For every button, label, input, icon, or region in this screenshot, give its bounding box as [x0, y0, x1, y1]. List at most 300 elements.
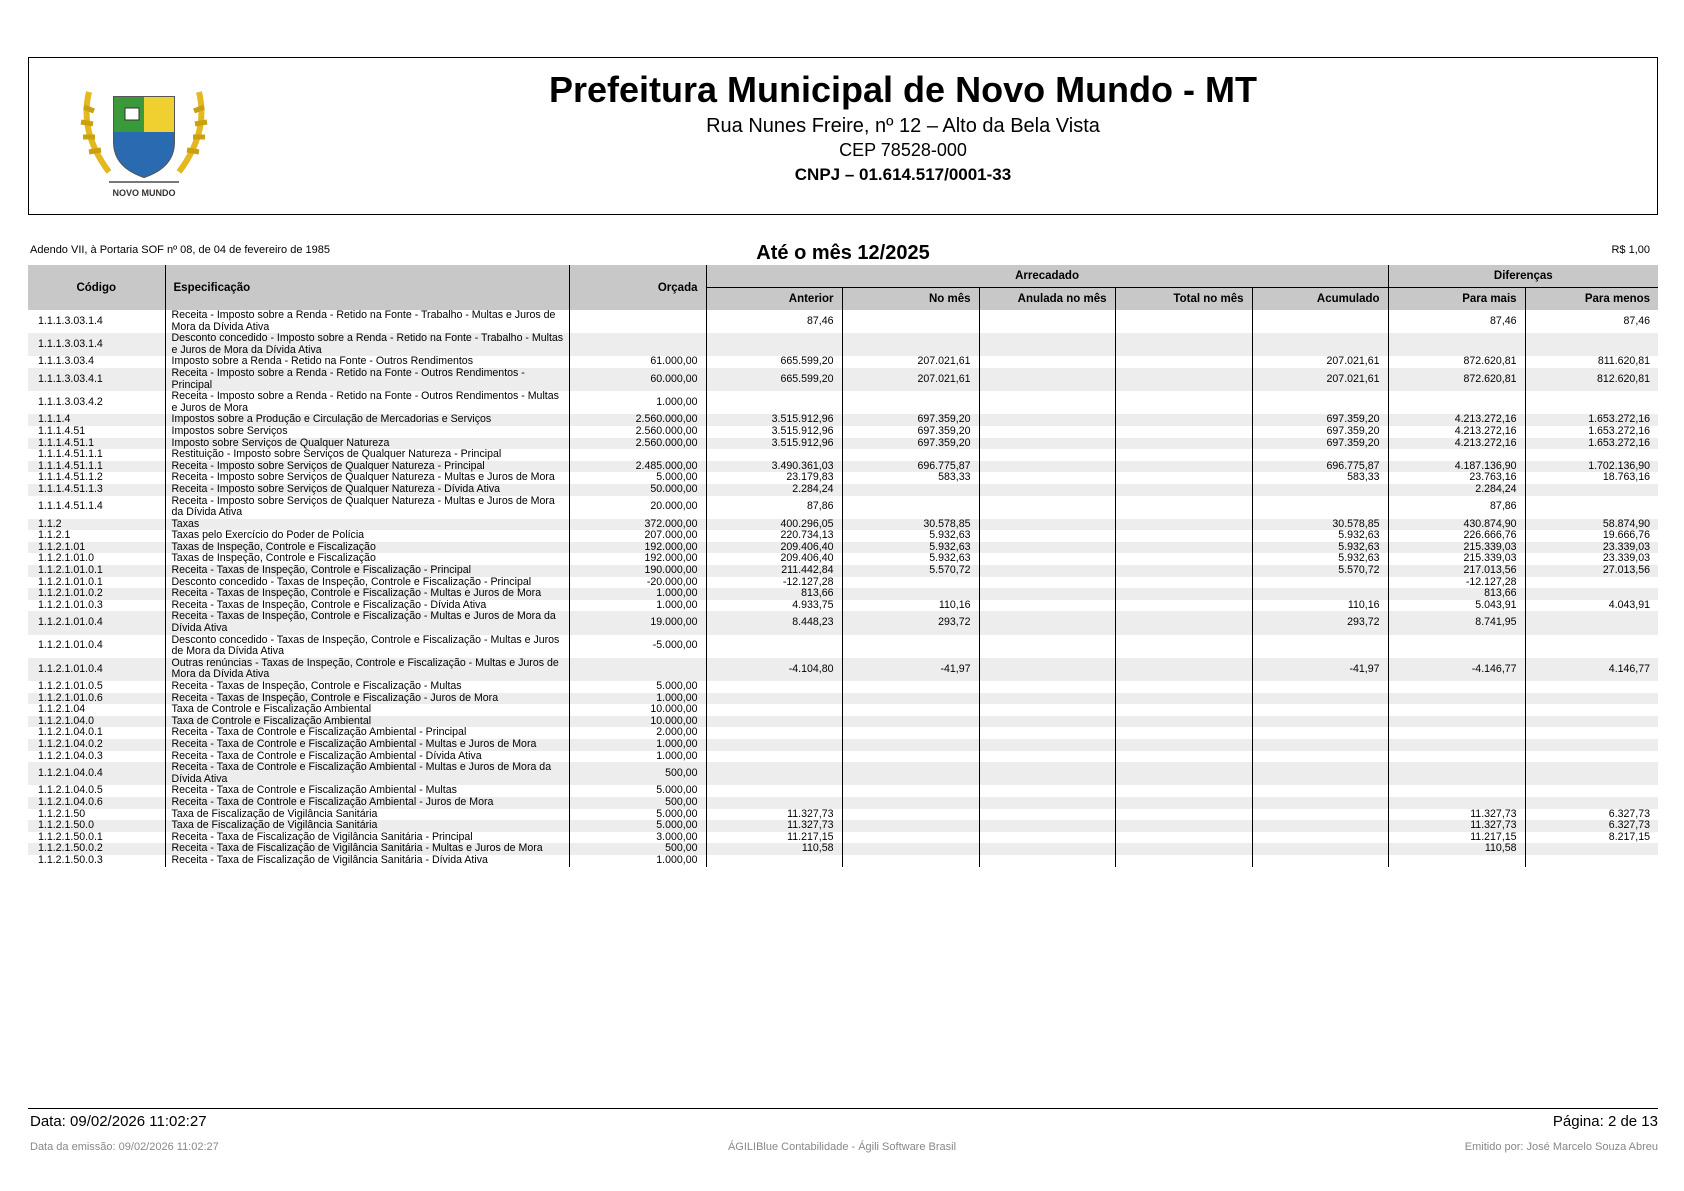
cell-total-mes [1115, 333, 1252, 356]
cell-anterior: 11.327,73 [706, 820, 842, 832]
cell-orcada: 50.000,00 [569, 484, 706, 496]
cell-anulada [979, 704, 1115, 716]
cell-para-menos [1525, 449, 1658, 461]
cell-para-mais: 4.187.136,90 [1388, 461, 1525, 473]
cell-orcada: -20.000,00 [569, 577, 706, 589]
revenue-table [28, 265, 1658, 867]
cell-total-mes [1115, 565, 1252, 577]
cell-anulada [979, 855, 1115, 867]
cell-codigo: 1.1.2.1.01.0.1 [28, 577, 165, 589]
cell-total-mes [1115, 716, 1252, 728]
cell-total-mes [1115, 542, 1252, 554]
header-especificacao: Especificação [165, 265, 569, 310]
cell-orcada: 61.000,00 [569, 356, 706, 368]
cell-para-mais: 872.620,81 [1388, 368, 1525, 391]
cell-anulada [979, 611, 1115, 634]
header-box [28, 57, 1658, 215]
cell-total-mes [1115, 356, 1252, 368]
cell-orcada: 20.000,00 [569, 496, 706, 519]
cell-anterior [706, 855, 842, 867]
cell-especificacao: Receita - Taxa de Fiscalização de Vigilância Sanitária - Principal [165, 832, 569, 844]
cell-no-mes [842, 577, 979, 589]
cell-anulada [979, 577, 1115, 589]
cell-total-mes [1115, 472, 1252, 484]
cell-especificacao: Taxas pelo Exercício do Poder de Polícia [165, 530, 569, 542]
cell-codigo: 1.1.1.3.03.1.4 [28, 310, 165, 333]
cell-especificacao: Taxas [165, 519, 569, 531]
cell-no-mes: -41,97 [842, 658, 979, 681]
cell-acumulado: 696.775,87 [1252, 461, 1388, 473]
cell-anulada [979, 438, 1115, 450]
cell-total-mes [1115, 832, 1252, 844]
cell-para-menos [1525, 716, 1658, 728]
cell-no-mes [842, 739, 979, 751]
cell-anulada [979, 797, 1115, 809]
cell-para-menos: 1.653.272,16 [1525, 438, 1658, 450]
report-meta [28, 240, 1658, 266]
cell-codigo: 1.1.1.4 [28, 414, 165, 426]
cell-para-mais: 4.213.272,16 [1388, 414, 1525, 426]
cell-orcada: 2.560.000,00 [569, 438, 706, 450]
cell-acumulado: 207.021,61 [1252, 356, 1388, 368]
cell-anulada [979, 530, 1115, 542]
cell-para-menos: 811.620,81 [1525, 356, 1658, 368]
cell-no-mes [842, 785, 979, 797]
cell-para-mais: 215.339,03 [1388, 553, 1525, 565]
table-row [28, 449, 1658, 461]
cell-codigo: 1.1.2.1.04.0.6 [28, 797, 165, 809]
cell-especificacao: Taxas de Inspeção, Controle e Fiscalização [165, 553, 569, 565]
cell-total-mes [1115, 553, 1252, 565]
cell-especificacao: Desconto concedido - Imposto sobre a Renda - Retido na Fonte - Trabalho - Multas e Juros de Mora da Dívida Ativa [165, 333, 569, 356]
cell-codigo: 1.1.2.1.01.0.4 [28, 658, 165, 681]
cell-no-mes: 696.775,87 [842, 461, 979, 473]
footer-date: Data: 09/02/2026 11:02:27 [30, 1113, 207, 1130]
cell-para-mais [1388, 391, 1525, 414]
cell-total-mes [1115, 693, 1252, 705]
table-row [28, 426, 1658, 438]
cell-para-mais: 8.741,95 [1388, 611, 1525, 634]
cell-para-menos [1525, 496, 1658, 519]
cell-anterior: 11.327,73 [706, 809, 842, 821]
cell-codigo: 1.1.2.1.50.0.2 [28, 843, 165, 855]
cell-acumulado [1252, 797, 1388, 809]
cell-para-mais: 11.327,73 [1388, 820, 1525, 832]
cell-para-menos [1525, 855, 1658, 867]
cell-anterior [706, 716, 842, 728]
cell-total-mes [1115, 855, 1252, 867]
cell-para-menos: 23.339,03 [1525, 553, 1658, 565]
cell-especificacao: Receita - Imposto sobre a Renda - Retido na Fonte - Trabalho - Multas e Juros de Mora da Dívida Ativa [165, 310, 569, 333]
cell-orcada: -5.000,00 [569, 635, 706, 658]
cell-para-menos: 4.146,77 [1525, 658, 1658, 681]
cell-no-mes [842, 751, 979, 763]
cell-acumulado: -41,97 [1252, 658, 1388, 681]
cell-acumulado: 110,16 [1252, 600, 1388, 612]
table-row [28, 310, 1658, 333]
cell-acumulado [1252, 496, 1388, 519]
cell-anulada [979, 588, 1115, 600]
cell-anulada [979, 681, 1115, 693]
cell-codigo: 1.1.1.3.03.4.2 [28, 391, 165, 414]
cell-anulada [979, 426, 1115, 438]
cell-no-mes [842, 693, 979, 705]
cell-codigo: 1.1.2.1.50 [28, 809, 165, 821]
cell-total-mes [1115, 797, 1252, 809]
cell-codigo: 1.1.1.4.51.1.4 [28, 496, 165, 519]
cell-especificacao: Receita - Taxas de Inspeção, Controle e Fiscalização - Multas [165, 681, 569, 693]
cell-anterior [706, 797, 842, 809]
cell-acumulado [1252, 635, 1388, 658]
footer-software: ÁGILIBlue Contabilidade - Ágili Software Brasil [727, 1141, 957, 1153]
cell-orcada: 5.000,00 [569, 472, 706, 484]
cell-anterior: 4.933,75 [706, 600, 842, 612]
header-titles [29, 66, 1657, 188]
cell-especificacao: Receita - Taxas de Inspeção, Controle e Fiscalização - Multas e Juros de Mora [165, 588, 569, 600]
cell-especificacao: Receita - Taxa de Fiscalização de Vigilância Sanitária - Dívida Ativa [165, 855, 569, 867]
cell-total-mes [1115, 310, 1252, 333]
cell-anterior [706, 391, 842, 414]
cell-para-menos [1525, 785, 1658, 797]
cell-total-mes [1115, 727, 1252, 739]
cell-para-mais: -12.127,28 [1388, 577, 1525, 589]
cell-codigo: 1.1.2.1.01.0.4 [28, 611, 165, 634]
cell-para-mais [1388, 855, 1525, 867]
cell-no-mes: 110,16 [842, 600, 979, 612]
cell-orcada: 500,00 [569, 843, 706, 855]
cell-para-menos [1525, 693, 1658, 705]
cell-anulada [979, 414, 1115, 426]
cell-anterior: 665.599,20 [706, 368, 842, 391]
cell-total-mes [1115, 809, 1252, 821]
cell-anulada [979, 553, 1115, 565]
cell-anulada [979, 693, 1115, 705]
cell-total-mes [1115, 577, 1252, 589]
cell-codigo: 1.1.1.4.51.1.2 [28, 472, 165, 484]
cell-especificacao: Taxa de Fiscalização de Vigilância Sanitária [165, 809, 569, 821]
cell-especificacao: Taxa de Controle e Fiscalização Ambiental [165, 704, 569, 716]
cell-para-menos [1525, 739, 1658, 751]
cell-anulada [979, 739, 1115, 751]
cell-codigo: 1.1.2.1.01.0 [28, 553, 165, 565]
cell-anterior [706, 727, 842, 739]
cell-anterior: -4.104,80 [706, 658, 842, 681]
cell-orcada: 2.560.000,00 [569, 414, 706, 426]
cell-codigo: 1.1.2.1.50.0.3 [28, 855, 165, 867]
cell-anulada [979, 658, 1115, 681]
cell-para-menos: 19.666,76 [1525, 530, 1658, 542]
cell-no-mes [842, 832, 979, 844]
header-diferencas: Diferenças [1388, 265, 1658, 288]
cell-para-mais [1388, 797, 1525, 809]
cell-orcada [569, 449, 706, 461]
cell-para-menos: 1.702.136,90 [1525, 461, 1658, 473]
cell-para-mais [1388, 333, 1525, 356]
cell-codigo: 1.1.2.1.01.0.1 [28, 565, 165, 577]
cell-acumulado: 697.359,20 [1252, 438, 1388, 450]
cell-para-menos [1525, 843, 1658, 855]
cell-especificacao: Receita - Imposto sobre Serviços de Qualquer Natureza - Dívida Ativa [165, 484, 569, 496]
cell-total-mes [1115, 635, 1252, 658]
cell-codigo: 1.1.1.3.03.1.4 [28, 333, 165, 356]
cell-especificacao: Receita - Taxa de Fiscalização de Vigilância Sanitária - Multas e Juros de Mora [165, 843, 569, 855]
cell-anulada [979, 832, 1115, 844]
cell-para-menos: 58.874,90 [1525, 519, 1658, 531]
cell-total-mes [1115, 588, 1252, 600]
cell-para-menos [1525, 681, 1658, 693]
cell-codigo: 1.1.2.1.01.0.6 [28, 693, 165, 705]
cell-acumulado [1252, 843, 1388, 855]
cell-total-mes [1115, 704, 1252, 716]
cell-especificacao: Desconto concedido - Taxas de Inspeção, Controle e Fiscalização - Principal [165, 577, 569, 589]
cell-anterior: 2.284,24 [706, 484, 842, 496]
cell-anulada [979, 333, 1115, 356]
table-row [28, 797, 1658, 809]
table-row [28, 820, 1658, 832]
cell-no-mes [842, 809, 979, 821]
cell-para-menos [1525, 635, 1658, 658]
cell-total-mes [1115, 496, 1252, 519]
cell-codigo: 1.1.2.1.04.0 [28, 716, 165, 728]
cell-anulada [979, 368, 1115, 391]
cell-codigo: 1.1.1.3.03.4.1 [28, 368, 165, 391]
cell-para-menos [1525, 333, 1658, 356]
cell-total-mes [1115, 820, 1252, 832]
cell-anulada [979, 600, 1115, 612]
cell-acumulado [1252, 739, 1388, 751]
cell-para-mais: 430.874,90 [1388, 519, 1525, 531]
cell-orcada: 1.000,00 [569, 693, 706, 705]
cell-anterior: 813,66 [706, 588, 842, 600]
cell-codigo: 1.1.2.1.04.0.1 [28, 727, 165, 739]
cell-para-mais: 2.284,24 [1388, 484, 1525, 496]
cell-acumulado: 5.932,63 [1252, 542, 1388, 554]
cell-total-mes [1115, 739, 1252, 751]
cell-codigo: 1.1.2.1.01.0.5 [28, 681, 165, 693]
cell-orcada: 5.000,00 [569, 681, 706, 693]
cell-anterior: 3.515.912,96 [706, 426, 842, 438]
cell-para-mais: 215.339,03 [1388, 542, 1525, 554]
table-row [28, 496, 1658, 519]
cell-total-mes [1115, 368, 1252, 391]
cell-anterior: 209.406,40 [706, 553, 842, 565]
cell-orcada: 1.000,00 [569, 751, 706, 763]
cell-codigo: 1.1.1.4.51.1.1 [28, 461, 165, 473]
table-row [28, 635, 1658, 658]
cell-anterior [706, 635, 842, 658]
cell-no-mes [842, 496, 979, 519]
table-row [28, 333, 1658, 356]
cell-anulada [979, 449, 1115, 461]
cell-total-mes [1115, 843, 1252, 855]
cell-para-mais [1388, 751, 1525, 763]
cell-especificacao: Receita - Taxa de Controle e Fiscalização Ambiental - Multas e Juros de Mora [165, 739, 569, 751]
cell-total-mes [1115, 530, 1252, 542]
cell-codigo: 1.1.2.1.01 [28, 542, 165, 554]
cell-para-menos: 812.620,81 [1525, 368, 1658, 391]
cell-no-mes: 697.359,20 [842, 414, 979, 426]
cell-anulada [979, 461, 1115, 473]
cell-codigo: 1.1.2.1.04.0.3 [28, 751, 165, 763]
cell-anulada [979, 820, 1115, 832]
cell-para-menos: 27.013,56 [1525, 565, 1658, 577]
cell-anterior: 110,58 [706, 843, 842, 855]
cell-total-mes [1115, 449, 1252, 461]
cell-anulada [979, 809, 1115, 821]
cell-para-mais [1388, 693, 1525, 705]
cell-acumulado [1252, 704, 1388, 716]
header-anulada: Anulada no mês [979, 288, 1115, 311]
cell-para-mais: 226.666,76 [1388, 530, 1525, 542]
logo-text: NOVO MUNDO [112, 188, 176, 198]
cell-acumulado: 697.359,20 [1252, 426, 1388, 438]
cell-para-mais: 87,46 [1388, 310, 1525, 333]
header-no-mes: No mês [842, 288, 979, 311]
cell-para-mais [1388, 762, 1525, 785]
cell-para-mais [1388, 449, 1525, 461]
cell-no-mes: 5.932,63 [842, 553, 979, 565]
cell-para-mais: 23.763,16 [1388, 472, 1525, 484]
cell-no-mes [842, 704, 979, 716]
cell-orcada: 2.560.000,00 [569, 426, 706, 438]
cell-total-mes [1115, 762, 1252, 785]
cell-no-mes [842, 484, 979, 496]
cell-orcada: 1.000,00 [569, 855, 706, 867]
footer-divider [28, 1108, 1658, 1109]
cell-no-mes [842, 855, 979, 867]
cnpj: CNPJ – 01.614.517/0001-33 [794, 165, 1012, 184]
cell-no-mes [842, 681, 979, 693]
table-row [28, 368, 1658, 391]
cell-para-mais [1388, 727, 1525, 739]
cell-para-mais: -4.146,77 [1388, 658, 1525, 681]
cell-para-menos [1525, 762, 1658, 785]
cell-anterior: -12.127,28 [706, 577, 842, 589]
cell-codigo: 1.1.2.1.04.0.2 [28, 739, 165, 751]
cell-anterior: 8.448,23 [706, 611, 842, 634]
cell-no-mes [842, 716, 979, 728]
report-period: Até o mês 12/2025 [756, 242, 930, 264]
cell-orcada: 10.000,00 [569, 716, 706, 728]
cell-para-mais: 5.043,91 [1388, 600, 1525, 612]
cell-orcada: 1.000,00 [569, 391, 706, 414]
cell-acumulado [1252, 855, 1388, 867]
cell-para-menos: 23.339,03 [1525, 542, 1658, 554]
header-acumulado: Acumulado [1252, 288, 1388, 311]
cell-especificacao: Outras renúncias - Taxas de Inspeção, Controle e Fiscalização - Multas e Juros de Mora da Dívida Ativa [165, 658, 569, 681]
cell-codigo: 1.1.1.4.51.1.1 [28, 449, 165, 461]
cell-no-mes [842, 635, 979, 658]
header-total-mes: Total no mês [1115, 288, 1252, 311]
cell-para-menos [1525, 797, 1658, 809]
cell-para-menos: 4.043,91 [1525, 600, 1658, 612]
cell-para-mais: 87,86 [1388, 496, 1525, 519]
cell-anterior: 400.296,05 [706, 519, 842, 531]
cell-anterior: 3.515.912,96 [706, 414, 842, 426]
cell-no-mes: 207.021,61 [842, 356, 979, 368]
cell-anulada [979, 391, 1115, 414]
cell-especificacao: Taxa de Fiscalização de Vigilância Sanitária [165, 820, 569, 832]
cell-acumulado [1252, 820, 1388, 832]
cell-especificacao: Restituição - Imposto sobre Serviços de Qualquer Natureza - Principal [165, 449, 569, 461]
cell-no-mes [842, 310, 979, 333]
cell-acumulado [1252, 484, 1388, 496]
cell-total-mes [1115, 414, 1252, 426]
cell-especificacao: Receita - Taxas de Inspeção, Controle e Fiscalização - Principal [165, 565, 569, 577]
cell-para-mais: 872.620,81 [1388, 356, 1525, 368]
cell-especificacao: Taxa de Controle e Fiscalização Ambiental [165, 716, 569, 728]
cell-para-menos: 8.217,15 [1525, 832, 1658, 844]
cell-para-mais: 11.327,73 [1388, 809, 1525, 821]
cell-codigo: 1.1.2.1.01.0.4 [28, 635, 165, 658]
cell-especificacao: Taxas de Inspeção, Controle e Fiscalização [165, 542, 569, 554]
cell-orcada: 500,00 [569, 797, 706, 809]
page-title: Prefeitura Municipal de Novo Mundo - MT [548, 69, 1257, 110]
cell-acumulado [1252, 727, 1388, 739]
cell-acumulado [1252, 751, 1388, 763]
cell-total-mes [1115, 658, 1252, 681]
cell-codigo: 1.1.2.1.50.0 [28, 820, 165, 832]
cell-especificacao: Receita - Taxas de Inspeção, Controle e Fiscalização - Dívida Ativa [165, 600, 569, 612]
cell-acumulado [1252, 449, 1388, 461]
cell-no-mes [842, 449, 979, 461]
cell-para-menos: 1.653.272,16 [1525, 414, 1658, 426]
table-row [28, 484, 1658, 496]
cell-anterior: 3.490.361,03 [706, 461, 842, 473]
cell-no-mes: 697.359,20 [842, 426, 979, 438]
cell-para-menos: 87,46 [1525, 310, 1658, 333]
cell-acumulado: 30.578,85 [1252, 519, 1388, 531]
cell-especificacao: Receita - Imposto sobre a Renda - Retido na Fonte - Outros Rendimentos - Principal [165, 368, 569, 391]
cell-no-mes [842, 333, 979, 356]
cell-especificacao: Receita - Imposto sobre Serviços de Qualquer Natureza - Multas e Juros de Mora da Dívida Ativa [165, 496, 569, 519]
footer-issued-by: Emitido por: José Marcelo Souza Abreu [1464, 1141, 1658, 1153]
cell-acumulado [1252, 681, 1388, 693]
cell-especificacao: Impostos sobre a Produção e Circulação de Mercadorias e Serviços [165, 414, 569, 426]
cell-codigo: 1.1.2.1.04.0.5 [28, 785, 165, 797]
cell-codigo: 1.1.1.3.03.4 [28, 356, 165, 368]
cell-no-mes: 583,33 [842, 472, 979, 484]
cell-orcada: 207.000,00 [569, 530, 706, 542]
cell-especificacao: Receita - Imposto sobre Serviços de Qualquer Natureza - Multas e Juros de Mora [165, 472, 569, 484]
cell-acumulado: 5.932,63 [1252, 553, 1388, 565]
cell-anterior [706, 449, 842, 461]
cell-acumulado: 5.570,72 [1252, 565, 1388, 577]
cep: CEP 78528-000 [839, 140, 967, 160]
cell-para-mais: 4.213.272,16 [1388, 438, 1525, 450]
cell-para-mais: 4.213.272,16 [1388, 426, 1525, 438]
cell-para-menos [1525, 727, 1658, 739]
cell-total-mes [1115, 751, 1252, 763]
cell-anulada [979, 635, 1115, 658]
cell-especificacao: Receita - Taxas de Inspeção, Controle e Fiscalização - Multas e Juros de Mora da Dívida Ativa [165, 611, 569, 634]
cell-para-mais [1388, 716, 1525, 728]
cell-anterior [706, 681, 842, 693]
cell-codigo: 1.1.2.1.50.0.1 [28, 832, 165, 844]
cell-acumulado [1252, 693, 1388, 705]
cell-anterior: 11.217,15 [706, 832, 842, 844]
cell-anterior [706, 693, 842, 705]
cell-codigo: 1.1.2.1.01.0.2 [28, 588, 165, 600]
cell-acumulado: 5.932,63 [1252, 530, 1388, 542]
cell-anulada [979, 751, 1115, 763]
cell-anulada [979, 727, 1115, 739]
cell-especificacao: Imposto sobre Serviços de Qualquer Natureza [165, 438, 569, 450]
cell-orcada: 10.000,00 [569, 704, 706, 716]
cell-codigo: 1.1.2.1 [28, 530, 165, 542]
cell-especificacao: Receita - Taxa de Controle e Fiscalização Ambiental - Multas e Juros de Mora da Dívida Ativa [165, 762, 569, 785]
cell-para-mais: 11.217,15 [1388, 832, 1525, 844]
